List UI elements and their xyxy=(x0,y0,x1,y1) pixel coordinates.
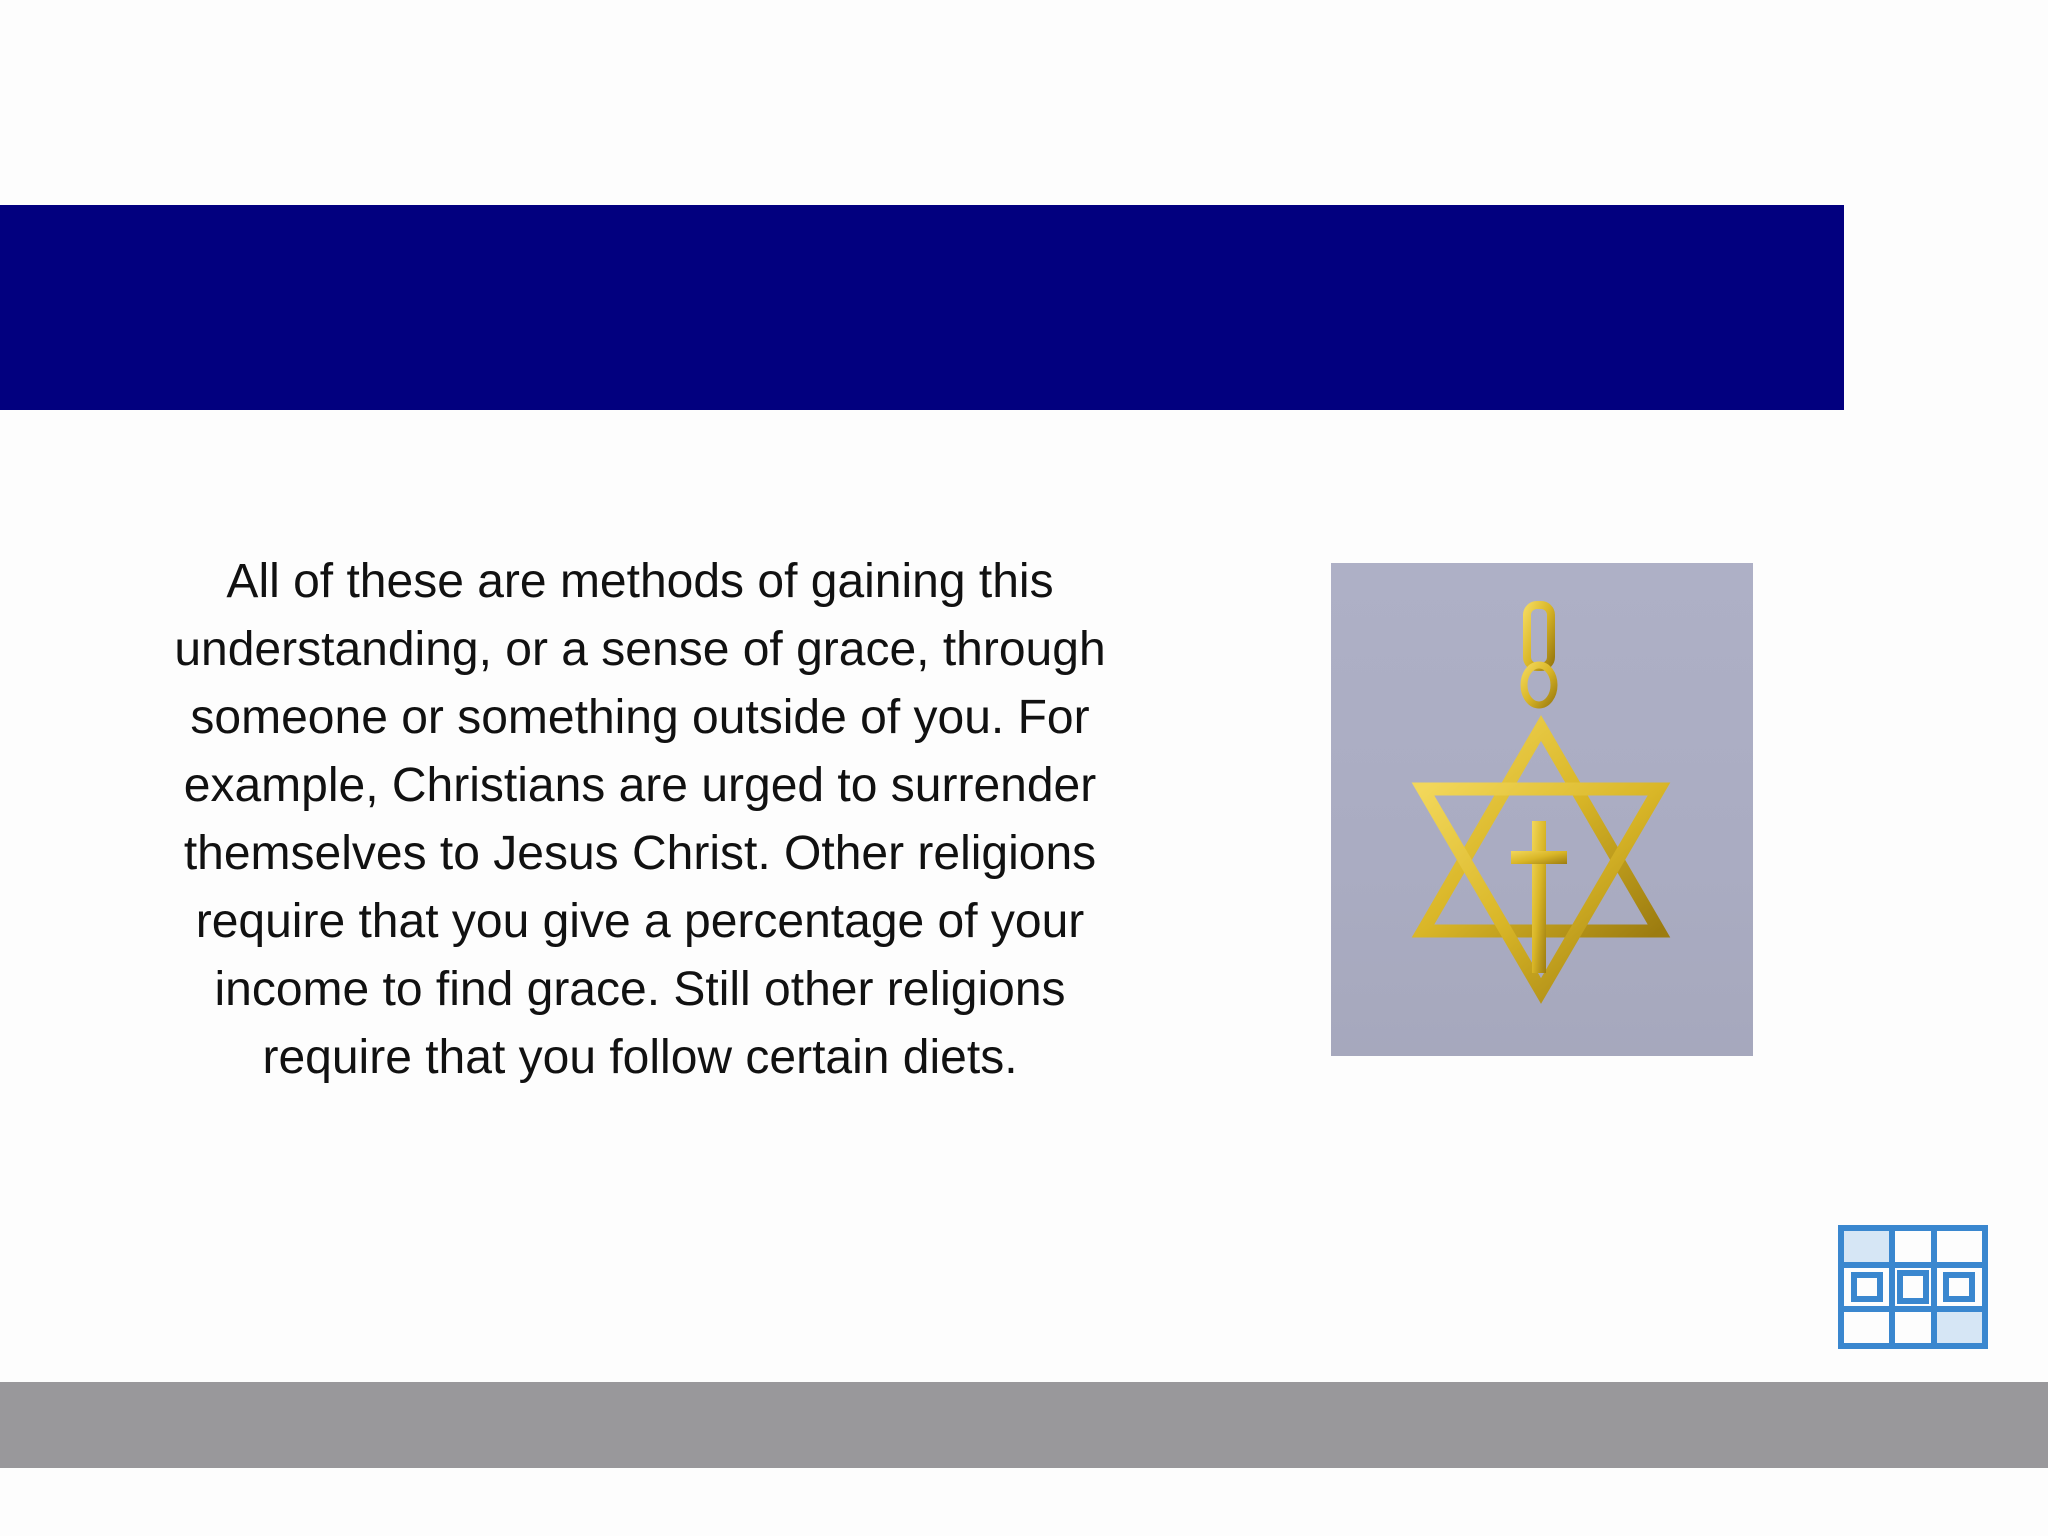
title-band xyxy=(0,205,1844,410)
body-text xyxy=(110,548,1170,1092)
body-line: income to find grace. Still other religions xyxy=(214,963,1066,1016)
footer-band xyxy=(0,1382,2048,1468)
woven-squares-logo xyxy=(1838,1225,1988,1349)
body-line: themselves to Jesus Christ. Other religions xyxy=(183,827,1097,880)
body-line: example, Christians are urged to surrender xyxy=(183,759,1097,812)
body-line: require that you give a percentage of your xyxy=(195,895,1085,948)
body-line: someone or something outside of you. For xyxy=(190,691,1090,744)
pendant-photo xyxy=(1331,563,1753,1056)
logo-icon xyxy=(1838,1225,1988,1349)
body-line: require that you follow certain diets. xyxy=(262,1031,1018,1084)
body-line: All of these are methods of gaining this xyxy=(226,555,1054,608)
star-of-david-cross-pendant-icon xyxy=(1331,563,1753,1056)
body-line: understanding, or a sense of grace, through xyxy=(174,623,1106,676)
